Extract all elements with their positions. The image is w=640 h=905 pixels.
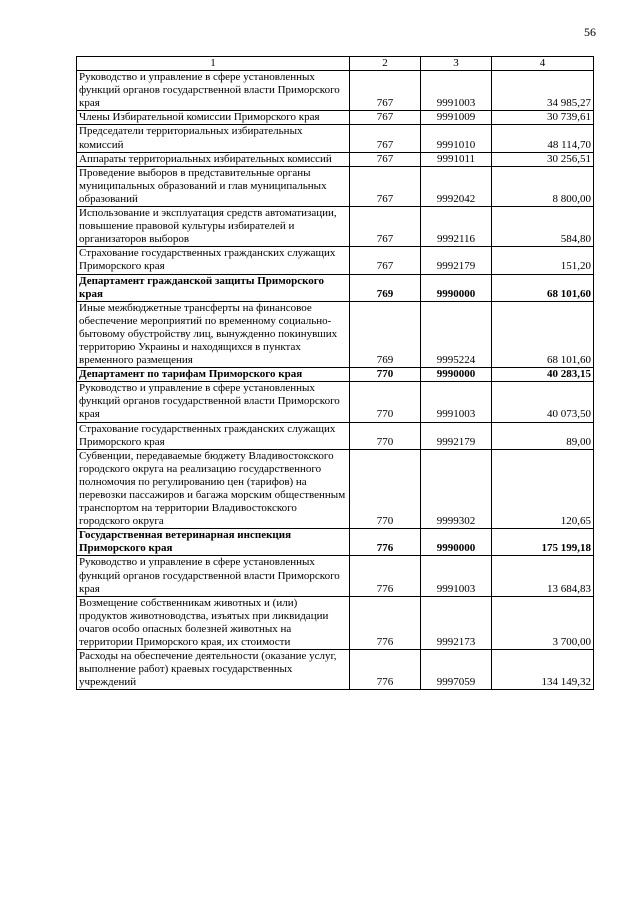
row-amount: 3 700,00 [492,596,594,649]
row-article-code: 9992173 [421,596,492,649]
row-name: Руководство и управление в сфере установленных функций органов государственной власти Приморского края [77,556,350,596]
table-row [77,650,594,690]
row-amount: 68 101,60 [492,301,594,367]
row-chapter-code: 767 [350,166,421,206]
column-header-3: 3 [421,57,492,71]
row-chapter-code: 769 [350,301,421,367]
table-row [77,556,594,596]
row-amount: 120,65 [492,449,594,529]
row-chapter-code: 770 [350,422,421,449]
table-row [77,247,594,274]
row-amount: 584,80 [492,207,594,247]
table-row [77,71,594,111]
row-chapter-code: 776 [350,596,421,649]
row-amount: 134 149,32 [492,650,594,690]
row-chapter-code: 770 [350,368,421,382]
row-name: Государственная ветеринарная инспекция Приморского края [77,529,350,556]
table-row [77,449,594,529]
row-article-code: 9991003 [421,71,492,111]
row-name: Председатели территориальных избирательных комиссий [77,125,350,152]
row-article-code: 9997059 [421,650,492,690]
row-article-code: 9992042 [421,166,492,206]
row-name: Возмещение собственникам животных и (или) продуктов животноводства, изъятых при ликвидации очагов особо опасных болезней животных на территории Приморского края, их стоимости [77,596,350,649]
row-name: Использование и эксплуатация средств автоматизации, повышение правовой культуры избирателей и организаторов выборов [77,207,350,247]
table-row [77,166,594,206]
table-header-row [77,57,594,71]
row-chapter-code: 767 [350,247,421,274]
row-amount: 175 199,18 [492,529,594,556]
row-article-code: 9995224 [421,301,492,367]
row-name: Члены Избирательной комиссии Приморского края [77,111,350,125]
column-header-1: 1 [77,57,350,71]
row-article-code: 9999302 [421,449,492,529]
column-header-4: 4 [492,57,594,71]
table-row [77,422,594,449]
row-article-code: 9992116 [421,207,492,247]
row-article-code: 9991009 [421,111,492,125]
page-number: 56 [584,25,596,39]
row-name: Расходы на обеспечение деятельности (оказание услуг, выполнение работ) краевых государственных учреждений [77,650,350,690]
row-article-code: 9990000 [421,274,492,301]
row-article-code: 9990000 [421,529,492,556]
row-chapter-code: 776 [350,650,421,690]
row-chapter-code: 770 [350,382,421,422]
row-name: Департамент по тарифам Приморского края [77,368,350,382]
row-amount: 13 684,83 [492,556,594,596]
table-row [77,368,594,382]
row-chapter-code: 769 [350,274,421,301]
row-article-code: 9991011 [421,152,492,166]
row-chapter-code: 770 [350,449,421,529]
row-chapter-code: 767 [350,125,421,152]
row-amount: 30 739,61 [492,111,594,125]
table-row [77,274,594,301]
row-chapter-code: 776 [350,556,421,596]
row-amount: 40 073,50 [492,382,594,422]
row-article-code: 9991003 [421,382,492,422]
row-article-code: 9991003 [421,556,492,596]
row-article-code: 9992179 [421,422,492,449]
table-row [77,111,594,125]
row-name: Иные межбюджетные трансферты на финансовое обеспечение мероприятий по временному социально-бытовому обустройству лиц, вынужденно покинувших территорию Украины и находящихся в пунктах временного размещения [77,301,350,367]
table-row [77,301,594,367]
row-name: Субвенции, передаваемые бюджету Владивостокского городского округа на реализацию государственного полномочия по регулированию цен (тарифов) на перевозки пассажиров и багажа морским общественным транспортом на территории Владивостокского городского округа [77,449,350,529]
row-amount: 68 101,60 [492,274,594,301]
row-name: Руководство и управление в сфере установленных функций органов государственной власти Приморского края [77,382,350,422]
row-name: Страхование государственных гражданских служащих Приморского края [77,247,350,274]
row-amount: 40 283,15 [492,368,594,382]
row-name: Страхование государственных гражданских служащих Приморского края [77,422,350,449]
budget-table [76,56,594,690]
row-chapter-code: 767 [350,152,421,166]
row-amount: 89,00 [492,422,594,449]
row-article-code: 9992179 [421,247,492,274]
row-amount: 30 256,51 [492,152,594,166]
table-row [77,596,594,649]
row-article-code: 9991010 [421,125,492,152]
table-row [77,152,594,166]
row-amount: 8 800,00 [492,166,594,206]
table-row [77,529,594,556]
row-chapter-code: 776 [350,529,421,556]
row-name: Проведение выборов в представительные органы муниципальных образований и глав муниципальных образований [77,166,350,206]
table-row [77,125,594,152]
row-name: Руководство и управление в сфере установленных функций органов государственной власти Приморского края [77,71,350,111]
column-header-2: 2 [350,57,421,71]
row-name: Департамент гражданской защиты Приморского края [77,274,350,301]
row-chapter-code: 767 [350,207,421,247]
row-article-code: 9990000 [421,368,492,382]
row-chapter-code: 767 [350,71,421,111]
table-row [77,382,594,422]
table-row [77,207,594,247]
row-chapter-code: 767 [350,111,421,125]
row-amount: 151,20 [492,247,594,274]
row-name: Аппараты территориальных избирательных комиссий [77,152,350,166]
row-amount: 34 985,27 [492,71,594,111]
row-amount: 48 114,70 [492,125,594,152]
